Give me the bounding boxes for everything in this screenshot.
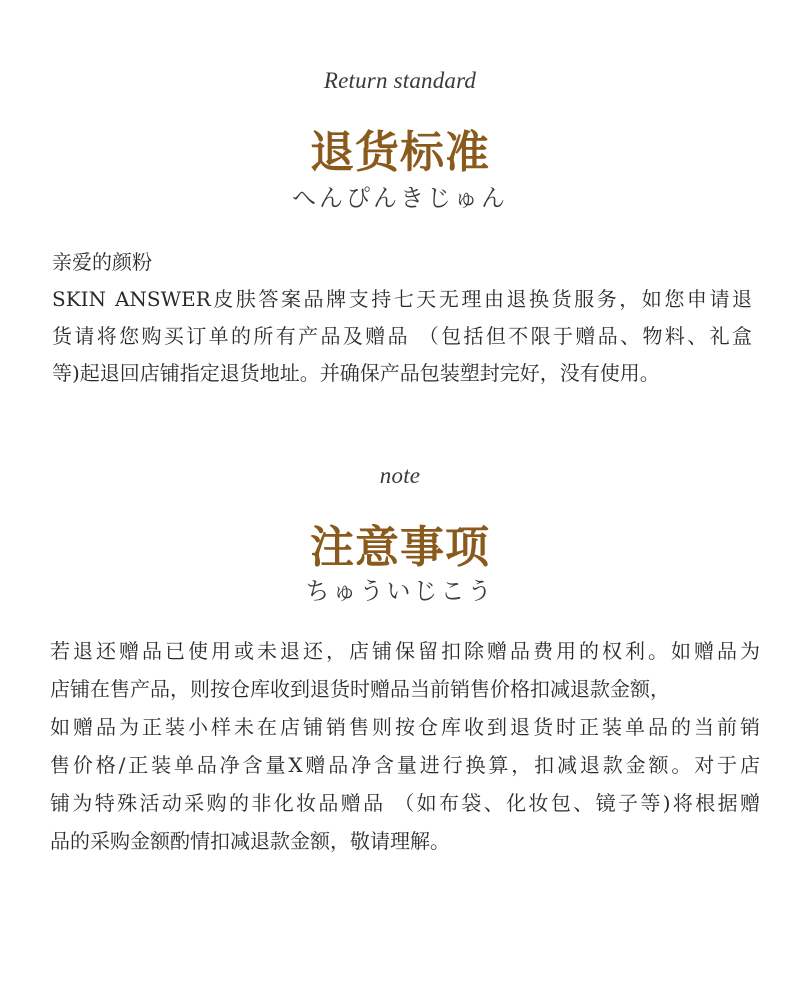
note-en-title: note bbox=[379, 463, 421, 488]
note-body bbox=[50, 632, 760, 860]
note-body-line: 售价格/正装单品净含量X赠品净含量进行换算，扣减退款金额。对于店 bbox=[50, 753, 760, 777]
return-body-line: 货请将您购买订单的所有产品及赠品 （包括但不限于赠品、物料、礼盒 bbox=[52, 324, 752, 348]
return-standard-kana: へんぴんきじゅん bbox=[292, 184, 508, 212]
note-zh-title: 注意事项 bbox=[310, 522, 490, 573]
note-body-line: 品的采购金额酌情扣减退款金额，敬请理解。 bbox=[50, 829, 450, 853]
return-standard-zh-title: 退货标准 bbox=[310, 127, 490, 178]
note-body-line: 如赠品为正装小样未在店铺销售则按仓库收到退货时正装单品的当前销 bbox=[50, 715, 760, 739]
return-body-line: SKIN ANSWER皮肤答案品牌支持七天无理由退换货服务，如您申请退 bbox=[52, 287, 752, 311]
note-kana: ちゅういじこう bbox=[305, 577, 495, 605]
note-body-line: 若退还赠品已使用或未退还，店铺保留扣除赠品费用的权利。如赠品为 bbox=[50, 639, 760, 663]
note-body-line: 铺为特殊活动采购的非化妆品赠品 （如布袋、化妆包、镜子等)将根据赠 bbox=[50, 791, 760, 815]
return-body-line: 等)起退回店铺指定退货地址。并确保产品包装塑封完好，没有使用。 bbox=[52, 361, 660, 385]
return-standard-body bbox=[52, 244, 752, 392]
return-body-line: 亲爱的颜粉 bbox=[52, 250, 152, 274]
return-standard-en-title: Return standard bbox=[323, 68, 477, 93]
note-body-line: 店铺在售产品，则按仓库收到退货时赠品当前销售价格扣减退款金额， bbox=[50, 677, 670, 701]
